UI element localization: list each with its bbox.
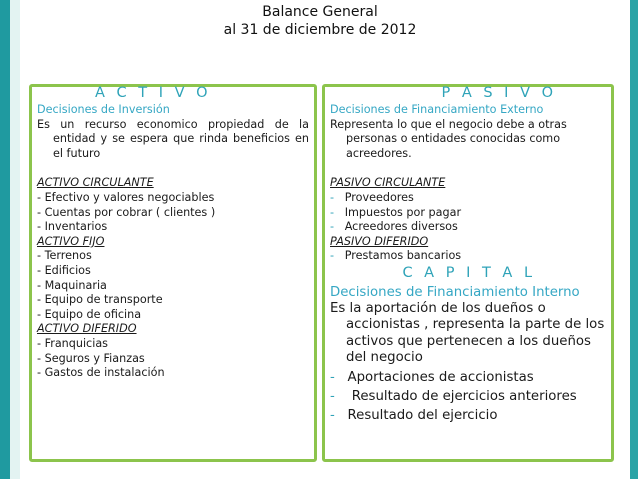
list-item: - Franquicias [37,336,109,350]
left-accent-stripe [0,0,10,479]
list-item [330,220,608,235]
list-item-text: Resultado de ejercicios anteriores [347,389,577,405]
list-item-text: Proveedores [344,190,414,204]
bullet-dash: - [330,389,335,405]
right-accent-stripe [630,0,638,479]
capital-subheading: Decisiones de Financiamiento Interno [330,284,580,300]
list-item-text: Impuestos por pagar [344,205,462,219]
capital-definition: Es la aportación de los dueños o accionistas , representa la parte de los activos que pertenecen a los dueños del negocio [330,301,605,365]
list-item: - Equipo de transporte [37,293,163,307]
bullet-dash: - [330,369,335,385]
list-item: - Cuentas por cobrar ( clientes ) [37,205,216,219]
list-item: - Terrenos [37,249,92,263]
activo-diferido-label: ACTIVO DIFERIDO [37,322,137,336]
pasivo-circulante-label: PASIVO CIRCULANTE [330,176,446,190]
list-item [330,370,608,386]
list-item: - Efectivo y valores negociables [37,190,215,204]
list-item [330,191,608,206]
list-item: - Inventarios [37,220,108,234]
page-title: Balance General [262,4,378,20]
pasivo-heading: P A S I V O [441,85,557,101]
bullet-dash: - [330,408,335,424]
pasivo-diferido-label: PASIVO DIFERIDO [330,234,429,248]
activo-column [37,84,309,381]
bullet-dash: - [330,190,335,204]
list-item [330,206,608,221]
activo-definition: Es un recurso economico propiedad de la entidad y se espera que rinda beneficios en el futuro [37,117,309,160]
list-item-text: Prestamos bancarios [344,249,462,263]
activo-fijo-label: ACTIVO FIJO [37,234,105,248]
bullet-dash: - [330,220,335,234]
list-item [330,408,608,424]
list-item: - Gastos de instalación [37,366,165,380]
bullet-dash: - [330,205,335,219]
pasivo-subheading: Decisiones de Financiamiento Externo [330,103,544,116]
list-item-text: Acreedores diversos [344,220,458,234]
page-subtitle-date: al 31 de diciembre de 2012 [223,22,417,38]
list-item [330,249,608,264]
capital-heading: C A P I T A L [402,264,536,281]
activo-circulante-label: ACTIVO CIRCULANTE [37,176,154,190]
left-light-stripe [10,0,20,479]
list-item-text: Resultado del ejercicio [347,408,498,424]
activo-heading: A C T I V O [94,85,212,101]
list-item [330,389,608,405]
list-item: - Equipo de oficina [37,307,142,321]
list-item: - Edificios [37,263,91,277]
list-item: - Seguros y Fianzas [37,351,145,365]
activo-subheading: Decisiones de Inversión [37,103,170,116]
list-item: - Maquinaria [37,278,107,292]
pasivo-capital-column [330,84,608,425]
pasivo-definition: Representa lo que el negocio debe a otras personas o entidades conocidas como acreedores. [330,117,567,160]
list-item-text: Aportaciones de accionistas [347,369,534,385]
bullet-dash: - [330,249,335,263]
